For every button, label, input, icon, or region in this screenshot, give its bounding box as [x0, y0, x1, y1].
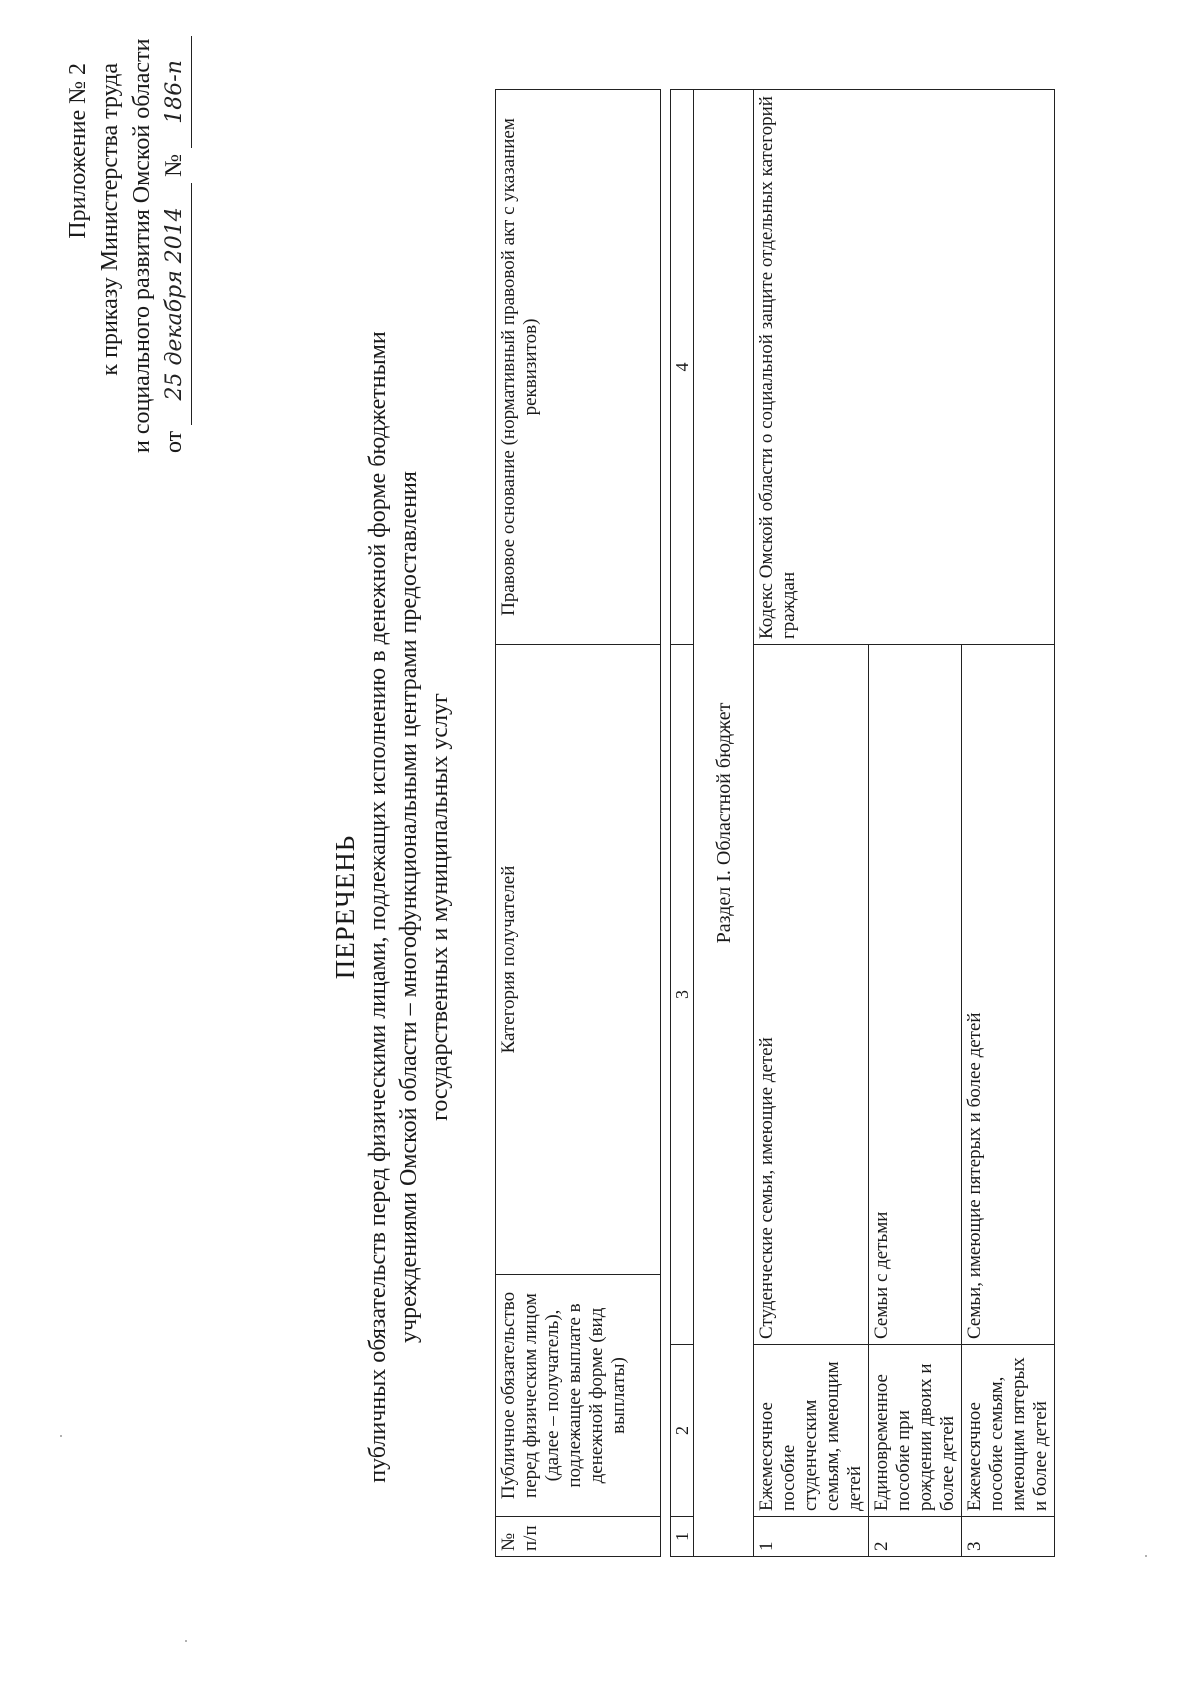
column-number-3: 3 [671, 645, 694, 1345]
section-title: Раздел I. Областной бюджет [694, 90, 754, 1557]
row-obligation: Ежемесячное пособие семьям, имеющим пятерых и более детей [962, 1345, 1055, 1517]
order-date-line [158, 60, 192, 453]
row-number: 3 [962, 1517, 1055, 1557]
title-line-3: государственных и муниципальных услуг [427, 693, 453, 1121]
table-body [670, 89, 1055, 1557]
row-legal-basis: Кодекс Омской области о социальной защите отдельных категорий граждан [754, 90, 1055, 645]
handwritten-date: 25 декабря 2014 [159, 183, 192, 425]
column-number-1: 1 [671, 1517, 694, 1557]
row-obligation: Единовременное пособие при рождении двоих и более детей [869, 1345, 962, 1517]
title-line-2: учреждениями Омской области – многофункциональными центрами предоставления [396, 471, 422, 1343]
appendix-header [62, 38, 192, 453]
row-category: Студенческие семьи, имеющие детей [754, 645, 869, 1345]
title-line-1: публичных обязательств перед физическими лицами, подлежащих исполнению в денежной форме бюджетными [365, 331, 391, 1483]
column-header-legal-basis: Правовое основание (нормативный правовой акт с указанием реквизитов) [496, 90, 661, 645]
number-label: № [161, 153, 187, 177]
row-category: Семьи, имеющие пятерых и более детей [962, 645, 1055, 1345]
scan-speck [1145, 1555, 1147, 1557]
appendix-ministry: и социального развития Омской области [129, 38, 155, 453]
appendix-order-ref: к приказу Министерства труда [97, 63, 123, 376]
appendix-title: Приложение № 2 [65, 63, 91, 239]
row-obligation: Ежемесячное пособие студенческим семьям, имеющим детей [754, 1345, 869, 1517]
table-header-row [496, 90, 661, 1557]
column-number-4: 4 [671, 90, 694, 645]
date-prefix: от [161, 430, 187, 453]
table-header [495, 89, 661, 1557]
column-number-row [671, 90, 694, 1557]
document-title: ПЕРЕЧЕНЬ [330, 834, 360, 980]
row-number: 2 [869, 1517, 962, 1557]
column-header-number: № п/п [496, 1517, 661, 1557]
document-title-block [330, 237, 456, 1577]
handwritten-number: 186-п [159, 36, 192, 148]
column-header-category: Категория получателей [496, 645, 661, 1275]
column-number-2: 2 [671, 1345, 694, 1517]
row-category: Семьи с детьми [869, 645, 962, 1345]
scan-speck [60, 1435, 62, 1437]
table-row [754, 90, 869, 1557]
column-header-obligation: Публичное обязательство перед физическим лицом (далее – получатель), подлежащее выплате в денежной форме (вид выплаты) [496, 1275, 661, 1517]
scan-speck [185, 1640, 187, 1642]
row-number: 1 [754, 1517, 869, 1557]
section-row [694, 90, 754, 1557]
